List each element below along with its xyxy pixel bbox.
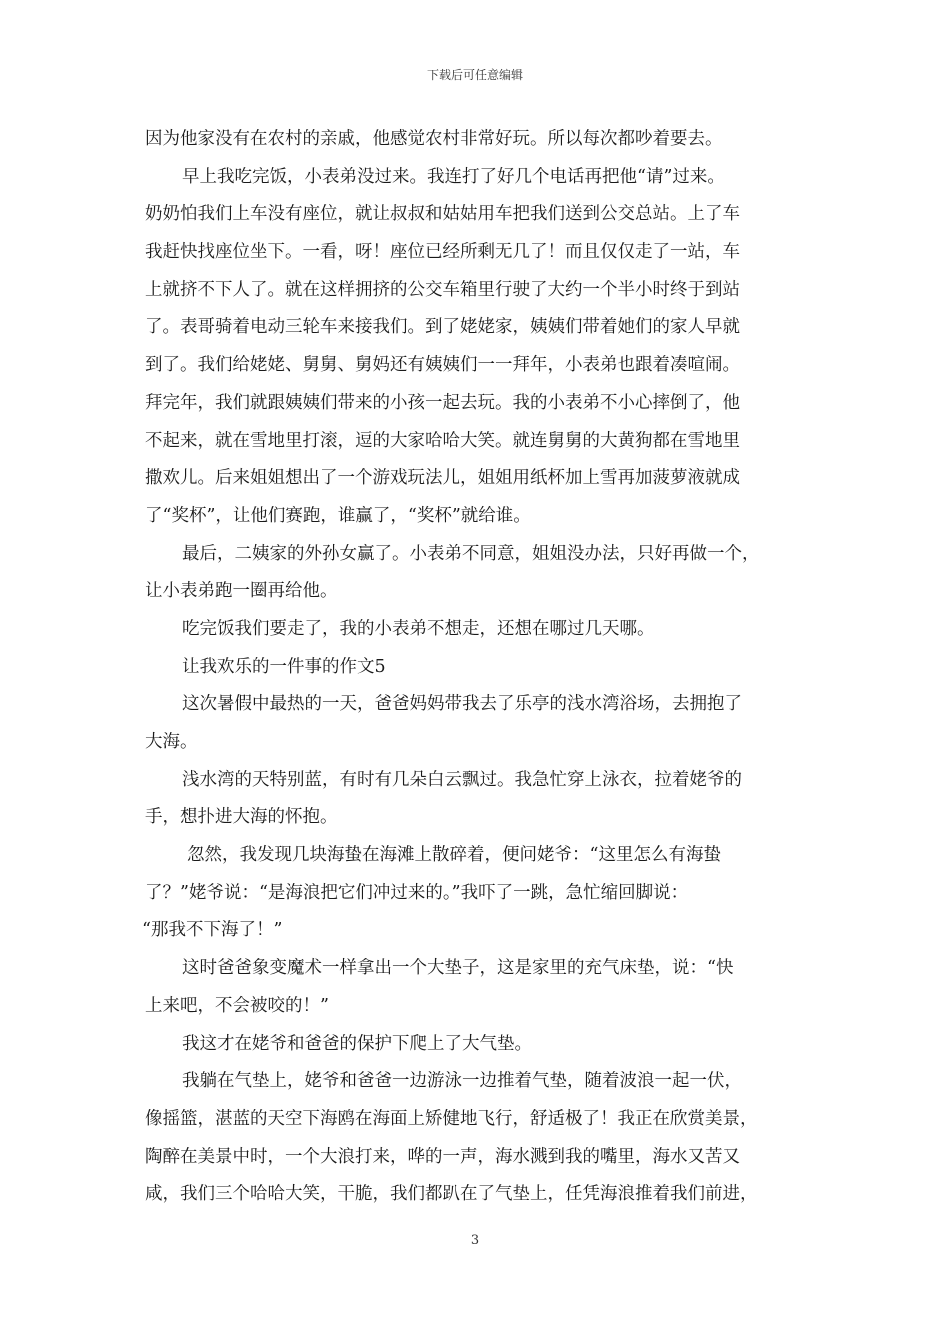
text-line: 吃完饭我们要走了，我的小表弟不想走，还想在哪过几天哪。	[182, 618, 655, 639]
text-line: 拜完年，我们就跟姨姨们带来的小孩一起去玩。我的小表弟不小心摔倒了，他	[145, 392, 740, 413]
text-line: “那我不下海了！”	[142, 920, 283, 941]
text-line: 了“奖杯”，让他们赛跑，谁赢了，“奖杯”就给谁。	[145, 505, 531, 526]
text-line: 陶醉在美景中时，一个大浪打来，哗的一声，海水溅到我的嘴里，海水又苦又	[145, 1146, 740, 1167]
text-line: 大海。	[145, 732, 198, 752]
page-number: 3	[470, 1233, 480, 1248]
text-line: 手，想扑进大海的怀抱。	[145, 807, 338, 828]
text-line: 上来吧，不会被咬的！”	[145, 995, 329, 1016]
text-line: 上就挤不下人了。就在这样拥挤的公交车箱里行驶了大约一个半小时终于到站	[145, 279, 740, 300]
text-line: 这时爸爸象变魔术一样拿出一个大垫子，这是家里的充气床垫，说：“快	[182, 958, 734, 979]
text-line: 浅水湾的天特别蓝，有时有几朵白云飘过。我急忙穿上泳衣，拉着姥爷的	[182, 769, 742, 790]
text-line: 了？”姥爷说：“是海浪把它们冲过来的。”我吓了一跳，急忙缩回脚说：	[145, 882, 689, 903]
text-line: 不起来，就在雪地里打滚，逗的大家哈哈大笑。就连舅舅的大黄狗都在雪地里	[145, 430, 740, 451]
text-line: 到了。我们给姥姥、舅舅、舅妈还有姨姨们一一拜年，小表弟也跟着凑喧闹。	[145, 355, 740, 376]
document-body	[142, 121, 815, 1214]
text-line: 让小表弟跑一圈再给他。	[145, 581, 338, 602]
text-line: 我躺在气垫上，姥爷和爸爸一边游泳一边推着气垫，随着波浪一起一伏，	[182, 1071, 742, 1092]
section-title: 让我欢乐的一件事的作文5	[182, 656, 386, 677]
text-line: 咸，我们三个哈哈大笑，干脆，我们都趴在了气垫上，任凭海浪推着我们前进，	[145, 1184, 758, 1205]
text-line: 早上我吃完饭，小表弟没过来。我连打了好几个电话再把他“请”过来。	[182, 166, 725, 187]
text-line: 奶奶怕我们上车没有座位，就让叔叔和姑姑用车把我们送到公交总站。上了车	[145, 204, 740, 225]
text-line: 这次暑假中最热的一天，爸爸妈妈带我去了乐亭的浅水湾浴场，去拥抱了	[182, 694, 742, 715]
text-line: 我赶快找座位坐下。一看，呀！座位已经所剩无几了！而且仅仅走了一站，车	[145, 242, 740, 263]
text-line: 了。表哥骑着电动三轮车来接我们。到了姥姥家，姨姨们带着她们的家人早就	[145, 317, 740, 338]
text-line: 撒欢儿。后来姐姐想出了一个游戏玩法儿，姐姐用纸杯加上雪再加菠萝液就成	[145, 468, 740, 489]
text-line: 我这才在姥爷和爸爸的保护下爬上了大气垫。	[182, 1033, 532, 1054]
text-line: 因为他家没有在农村的亲戚，他感觉农村非常好玩。所以每次都吵着要去。	[145, 129, 723, 149]
text-line: 像摇篮，湛蓝的天空下海鸥在海面上矫健地飞行，舒适极了！我正在欣赏美景，	[145, 1108, 758, 1129]
text-line: 最后，二姨家的外孙女赢了。小表弟不同意，姐姐没办法，只好再做一个，	[182, 543, 760, 564]
page-header: 下载后可任意编辑	[426, 68, 523, 82]
text-line: 忽然，我发现几块海蛰在海滩上散碎着，便问姥爷：“这里怎么有海蛰	[187, 845, 721, 866]
